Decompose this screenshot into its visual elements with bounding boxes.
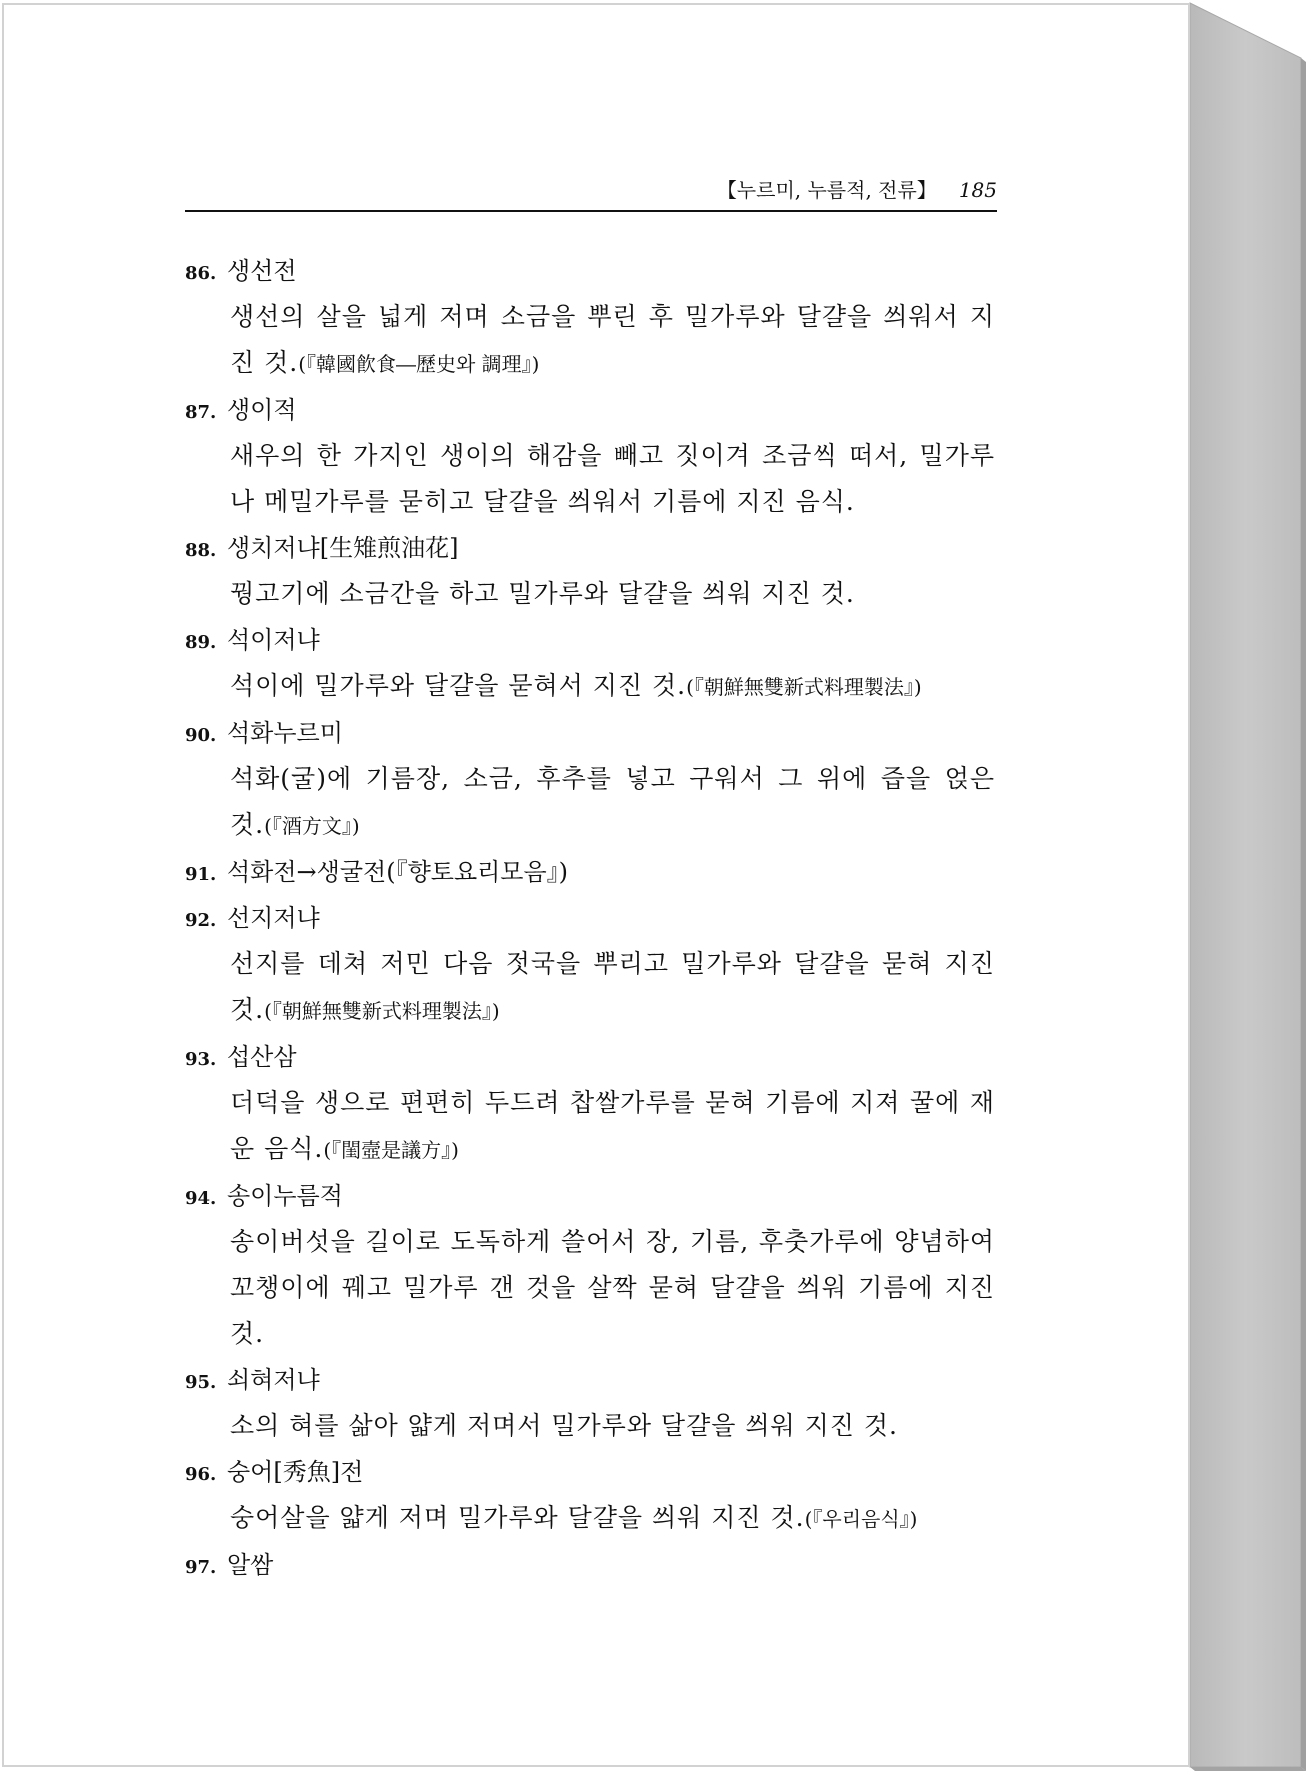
entry-description (230, 433, 995, 525)
running-head (185, 172, 997, 214)
entry-90 (185, 710, 995, 849)
entry-heading (185, 525, 995, 571)
entry-number: 92. (185, 910, 217, 931)
entry-body-text: 꿩고기에 소금간을 하고 밀가루와 달걀을 씌워 지진 것. (230, 579, 855, 608)
entry-body-text: 새우의 한 가지인 생이의 해감을 빼고 짓이겨 조금씩 떠서, 밀가루나 메밀가루를 묻히고 달걀을 씌워서 기름에 지진 음식. (230, 441, 995, 516)
entry-91 (185, 849, 995, 895)
entry-description (230, 571, 995, 617)
entry-description (230, 663, 995, 710)
entry-body-text: 선지를 데쳐 저민 다음 젓국을 뿌리고 밀가루와 달걀을 묻혀 지진 것. (230, 949, 995, 1024)
entry-body-text: 더덕을 생으로 편편히 두드려 찹쌀가루를 묻혀 기름에 지져 꿀에 재운 음식. (230, 1088, 995, 1163)
entry-body-text: 소의 혀를 삶아 얇게 저며서 밀가루와 달걀을 씌워 지진 것. (230, 1411, 898, 1440)
entry-heading (185, 1357, 995, 1403)
entry-heading (185, 710, 995, 756)
entry-94 (185, 1173, 995, 1357)
entry-body-text: 생선의 살을 넓게 저며 소금을 뿌린 후 밀가루와 달걀을 씌워서 지진 것. (230, 302, 995, 377)
entry-body-text: 석화(굴)에 기름장, 소금, 후추를 넣고 구워서 그 위에 즙을 얹은 것. (230, 764, 995, 839)
entry-title: 생이적 (227, 396, 297, 424)
entry-heading (185, 1173, 995, 1219)
entry-89 (185, 617, 995, 710)
header-rule (185, 210, 997, 212)
entry-number: 91. (185, 864, 217, 885)
entry-title: 생선전 (227, 257, 297, 285)
entry-title: 석화전→생굴전(『향토요리모음』) (227, 858, 569, 886)
entry-number: 86. (185, 263, 217, 284)
entry-heading (185, 1542, 995, 1588)
entry-title: 생치저냐[生雉煎油花] (227, 534, 459, 562)
entry-96 (185, 1449, 995, 1542)
entry-citation: (『韓國飮食―歷史와 調理』) (298, 352, 540, 376)
entry-heading (185, 617, 995, 663)
entry-number: 87. (185, 402, 217, 423)
entry-title: 숭어[秀魚]전 (227, 1458, 364, 1486)
entry-heading (185, 849, 995, 895)
entry-number: 95. (185, 1372, 217, 1393)
entry-heading (185, 895, 995, 941)
entry-number: 97. (185, 1557, 217, 1578)
entry-number: 89. (185, 632, 217, 653)
entry-description (230, 941, 995, 1034)
entry-body-text: 석이에 밀가루와 달걀을 묻혀서 지진 것. (230, 671, 687, 700)
entry-95 (185, 1357, 995, 1449)
entry-number: 93. (185, 1049, 217, 1070)
entry-description (230, 1495, 995, 1542)
entry-87 (185, 387, 995, 525)
entry-body-text: 송이버섯을 길이로 도독하게 쓸어서 장, 기름, 후춧가루에 양념하여 꼬챙이에 꿰고 밀가루 갠 것을 살짝 묻혀 달걀을 씌워 기름에 지진 것. (230, 1227, 995, 1348)
entry-citation: (『閨壼是議方』) (323, 1138, 459, 1162)
running-head-title: 【누르미, 누름적, 전류】 (716, 178, 937, 202)
entry-86 (185, 248, 995, 387)
entry-heading (185, 387, 995, 433)
page-number: 185 (958, 178, 997, 202)
entry-number: 88. (185, 540, 217, 561)
entry-title: 섭산삼 (227, 1043, 297, 1071)
entry-citation: (『朝鮮無雙新式料理製法』) (264, 999, 500, 1023)
entry-title: 쇠혀저냐 (227, 1366, 320, 1394)
entry-heading (185, 1449, 995, 1495)
entry-heading (185, 248, 995, 294)
entry-number: 94. (185, 1188, 217, 1209)
entry-description (230, 1219, 995, 1357)
entry-number: 90. (185, 725, 217, 746)
entry-body-text: 숭어살을 얇게 저며 밀가루와 달걀을 씌워 지진 것. (230, 1503, 805, 1532)
entry-description (230, 1080, 995, 1173)
entry-citation: (『우리음식』) (804, 1507, 918, 1531)
entry-list (185, 248, 995, 1588)
entry-citation: (『酒方文』) (264, 814, 360, 838)
entry-citation: (『朝鮮無雙新式料理製法』) (686, 675, 922, 699)
entry-number: 96. (185, 1464, 217, 1485)
entry-description (230, 1403, 995, 1449)
entry-title: 석화누르미 (227, 719, 343, 747)
entry-title: 석이저냐 (227, 626, 320, 654)
running-head-text (717, 172, 997, 208)
entry-88 (185, 525, 995, 617)
entry-heading (185, 1034, 995, 1080)
entry-description (230, 294, 995, 387)
entry-92 (185, 895, 995, 1034)
entry-97 (185, 1542, 995, 1588)
entry-title: 알쌈 (227, 1551, 274, 1579)
entry-title: 선지저냐 (227, 904, 320, 932)
entry-title: 송이누름적 (227, 1182, 343, 1210)
entry-description (230, 756, 995, 849)
entry-93 (185, 1034, 995, 1173)
